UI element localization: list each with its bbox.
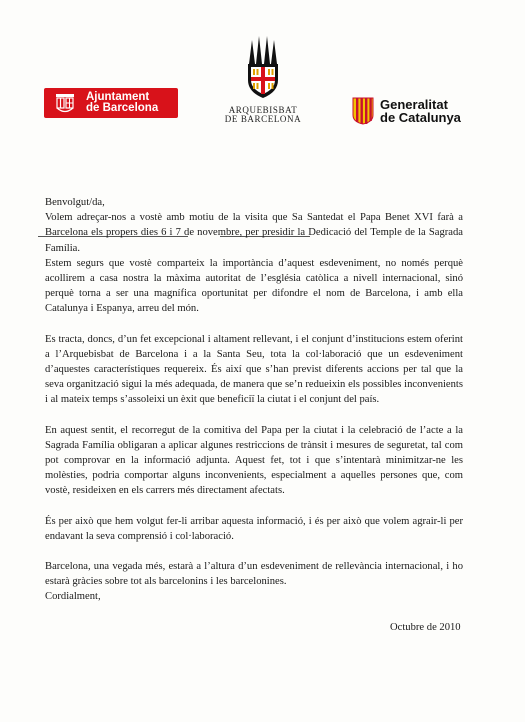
greeting: Benvolgut/da, bbox=[45, 197, 105, 208]
paragraph-1: Volem adreçar-nos a vostè amb motiu de la visita que Sa Santedat el Papa Benet XVI farà a Barcelona els propers dies 6 i 7 de novembre, per presidir la Dedicació del Temple de la Sagrada Família. bbox=[45, 212, 463, 254]
paragraph-4: En aquest sentit, el recorregut de la comitiva del Papa per la ciutat i la celebració de l’acte a la Sagrada Família obligaran a aplicar algunes restriccions de trànsit i mesures de seguretat, tal com pot comprovar en la informació adjunta. Aquest fet, tot i que s’intentarà minimitzar-ne les molèsties, podria comportar alguns inconvenients, especialment a aquelles persones que, com vostè, resideixen en els carrers més directament afectats. bbox=[45, 424, 463, 497]
catalan-flag-shield-icon bbox=[352, 97, 374, 125]
letter-body bbox=[45, 195, 463, 589]
arquebisbat-line2: DE BARCELONA bbox=[224, 114, 302, 124]
ajuntament-line2: de Barcelona bbox=[86, 102, 159, 114]
paragraph-5: És per això que hem volgut fer-li arribar aquesta informació, i és per això que volem agrair-li per endavant la seva comprensió i col·laboració. bbox=[45, 515, 463, 542]
paragraph-2: Estem segurs que vostè comparteix la importància d’aquest esdeveniment, no només perquè acollirem a casa nostra la màxima autoritat de l’església catòlica a nivell internacional, sinó perquè torna a ser una magnífica oportunitat per difondre el nom de Barcelona, i amb ella Catalunya i Espanya, arreu del món. bbox=[45, 257, 463, 315]
paragraph-3: Es tracta, doncs, d’un fet excepcional i altament rellevant, i el conjunt d’institucions estem oferint a l’Arquebisbat de Barcelona i a la Santa Seu, tota la col·laboració que un esdeveniment d’aquestes característiques requereix. És així que s’han previst diferents accions per tal que la seva organització sigui la més adequada, de manera que se’n redueixin els possibles inconvenients i al mateix temps s’assoleixi un èxit que beneficiï la ciutat i el conjunt del país. bbox=[45, 333, 463, 406]
barcelona-shield-icon bbox=[52, 90, 78, 116]
letter-date: Octubre de 2010 bbox=[390, 622, 461, 633]
ajuntament-logo bbox=[44, 88, 178, 118]
ajuntament-line1: Ajuntament bbox=[86, 91, 150, 103]
arquebisbat-logo bbox=[218, 34, 308, 134]
generalitat-line1: Generalitat bbox=[380, 97, 448, 112]
sagrada-familia-crest-icon bbox=[240, 34, 286, 100]
generalitat-line2: de Catalunya bbox=[380, 110, 461, 125]
arquebisbat-line1: ARQUEBISBAT bbox=[228, 105, 298, 115]
closing: Cordialment, bbox=[45, 591, 101, 602]
paragraph-6: Barcelona, una vegada més, estarà a l’altura d’un esdeveniment de rellevància internacional, i ho estarà gràcies sobre tot als barcelonins i les barcelonines. bbox=[45, 561, 463, 588]
generalitat-logo bbox=[352, 95, 461, 127]
